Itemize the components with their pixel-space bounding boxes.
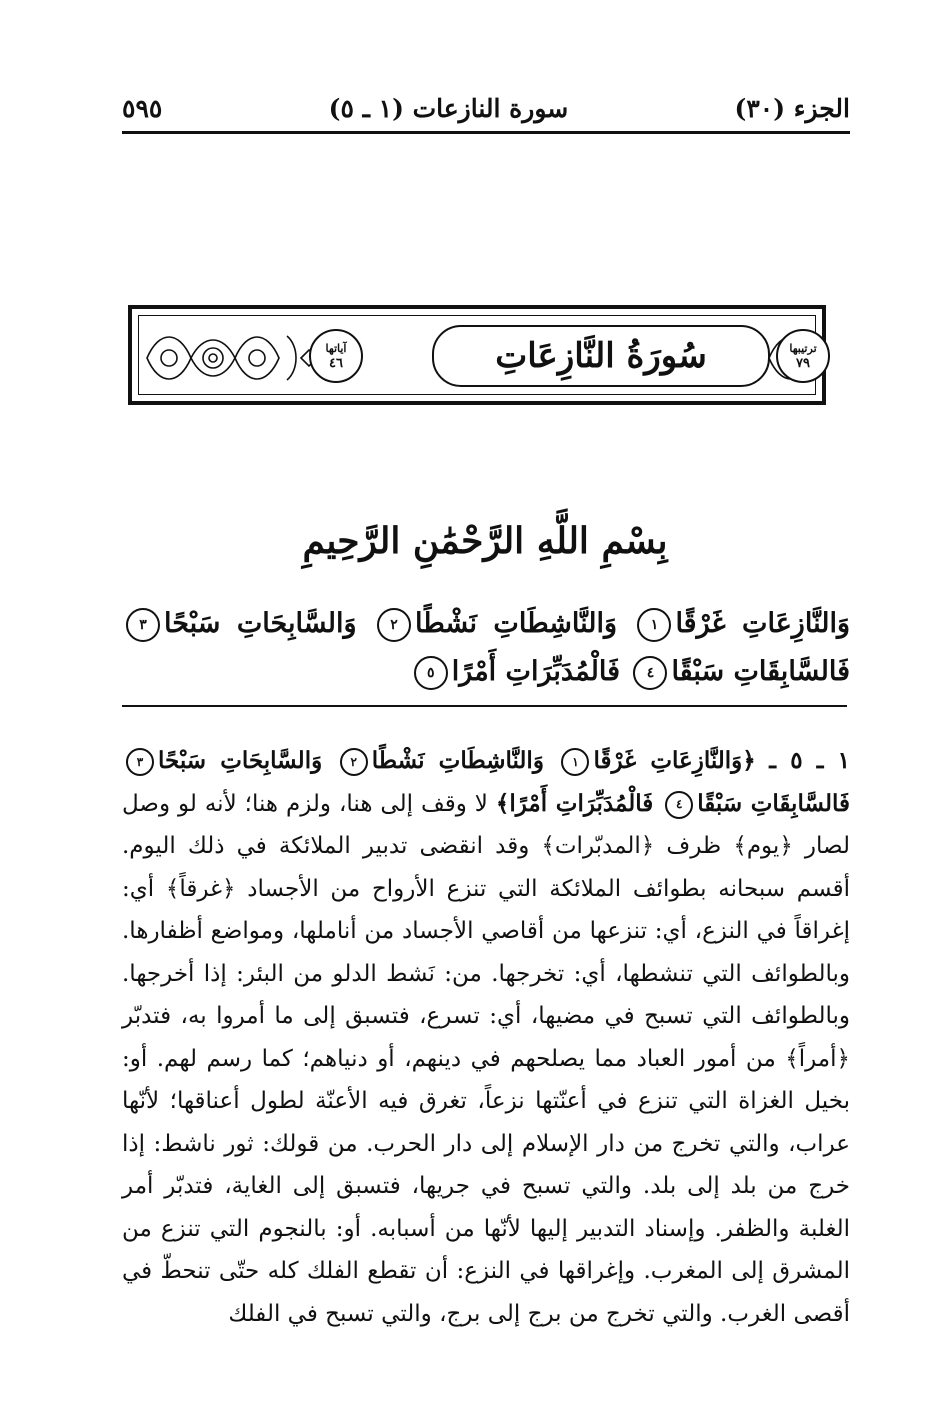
surah-title-cartouche: [432, 325, 770, 387]
juz-label: الجزء (٣٠): [734, 93, 850, 123]
surah-order-medallion: [776, 329, 830, 383]
verse-count-number: ٤٦: [329, 355, 343, 371]
header-divider: [122, 131, 850, 134]
ayah-number-marker: ١: [637, 608, 671, 642]
verse-text: فَالسَّابِقَاتِ سَبْقًا: [671, 656, 850, 687]
verse-text: وَالسَّابِحَاتِ سَبْحًا: [164, 608, 357, 639]
surah-order-number: ٧٩: [796, 355, 810, 371]
ayah-number-marker: ١: [561, 748, 589, 776]
verse-text: وَالنَّاشِطَاتِ نَشْطًا: [415, 608, 617, 639]
verse-text: فَالْمُدَبِّرَاتِ أَمْرًا: [451, 656, 621, 687]
ayah-number-marker: ٤: [633, 656, 667, 690]
verse-count-label: آياتها: [325, 341, 347, 355]
ayah-number-marker: ٣: [126, 608, 160, 642]
surah-title-frame: [128, 305, 826, 405]
page-number: ٥٩٥: [122, 93, 163, 123]
ayah-number-marker: ٣: [126, 748, 154, 776]
page-header: [122, 88, 850, 128]
ayah-number-marker: ٢: [340, 748, 368, 776]
ayah-number-marker: ٥: [414, 656, 448, 690]
surah-title: سُورَةُ النَّازِعَاتِ: [495, 336, 707, 376]
commentary-quoted-verse: ﴿وَالنَّازِعَاتِ غَرْقًا: [593, 747, 756, 774]
quran-verses-block: [122, 600, 850, 696]
commentary-quoted-verse: وَالسَّابِحَاتِ سَبْحًا: [158, 747, 323, 774]
commentary-verse-range: ١ ـ ٥ ـ: [769, 747, 851, 774]
surah-order-label: ترتيبها: [789, 341, 817, 355]
surah-range-title: سورة النازعات (١ ـ ٥): [328, 93, 569, 123]
verse-count-medallion: [309, 329, 363, 383]
commentary-quoted-verse: فَالسَّابِقَاتِ سَبْقًا: [697, 789, 850, 817]
basmala: بِسْمِ اللَّهِ الرَّحْمَٰنِ الرَّحِيمِ: [302, 520, 668, 562]
commentary-text: [122, 740, 850, 1335]
verses-divider: [122, 705, 847, 707]
verse-text: وَالنَّازِعَاتِ غَرْقًا: [675, 608, 850, 639]
commentary-quoted-verse: فَالْمُدَبِّرَاتِ أَمْرًا﴾: [495, 789, 654, 817]
commentary-body: لا وقف إلى هنا، ولزم هنا؛ لأنه لو وصل لصار ﴿يوم﴾ ظرف ﴿المدبّرات﴾ وقد انقضى تدبير الملائكة في ذلك اليوم. أقسم سبحانه بطوائف الملائكة التي تنزع الأرواح من الأجساد ﴿غرقاً﴾ أي: إغراقاً في النزع، أي: تنزعها من أقاصي الأجساد من أناملها، ومواضع أظفارها. وبالطوائف التي تنشطها، أي: تخرجها. من: نَشط الدلو من البئر: إذا أخرجها. وبالطوائف التي تسبح في مضيها، أي: تسرع، فتسبق إلى ما أمروا به، فتدبّر ﴿أمراً﴾ من أمور العباد مما يصلحهم في دينهم، أو دنياهم؛ كما رسم لهم. أو: بخيل الغزاة التي تنزع في أعنّتها نزعاً، تغرق فيه الأعنّة لطول أعناقها؛ لأنّها عراب، والتي تخرج من دار الإسلام إلى دار الحرب. من قولك: ثور ناشط: إذا خرج من بلد إلى بلد. والتي تسبح في جريها، فتسبق إلى الغاية، فتدبّر أمر الغلبة والظفر. وإسناد التدبير إليها لأنّها من أسبابه. أو: بالنجوم التي تنزع من المشرق إلى المغرب. وإغراقها في النزع: أن تقطع الفلك كله حتّى تنحطّ في أقصى الغرب. والتي تخرج من برج إلى برج، والتي تسبح في الفلك: [122, 790, 850, 1327]
ayah-number-marker: ٢: [377, 608, 411, 642]
ayah-number-marker: ٤: [665, 791, 693, 819]
commentary-quoted-verse: وَالنَّاشِطَاتِ نَشْطًا: [371, 747, 544, 774]
